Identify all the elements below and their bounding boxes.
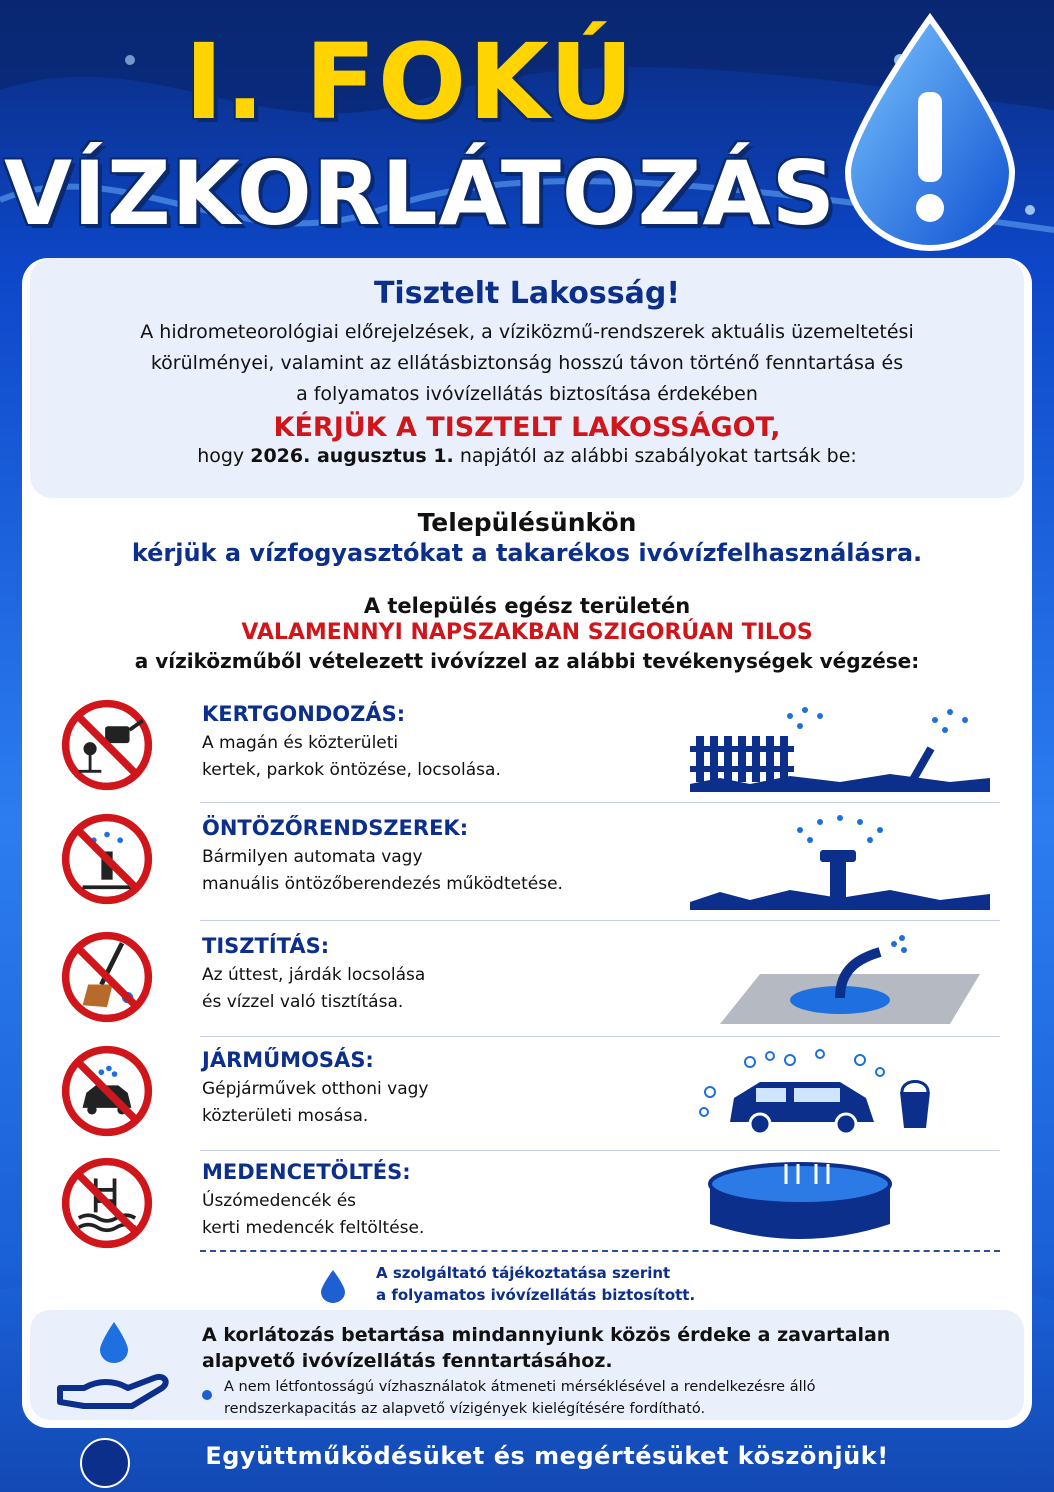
no-car-wash-icon [60, 1044, 154, 1138]
closing-main-text: A korlátozás betartása mindannyiunk közös érdeke a zavartalan alapvető ivóvízellátás fenntartásához. [202, 1324, 891, 1372]
no-broom-icon [60, 930, 154, 1024]
water-drop-icon [318, 1268, 348, 1304]
car-bucket-illustration [690, 1042, 990, 1142]
rule-car-wash [50, 1042, 1010, 1160]
date-suffix: napjától az alábbi szabályokat tartsák be: [459, 445, 857, 467]
divider [200, 920, 1000, 921]
intro-line-1: A hidrometeorológiai előrejelzések, a víziközmű-rendszerek aktuális üzemeltetési [140, 321, 914, 343]
divider [200, 1150, 1000, 1151]
effective-date: 2026. augusztus 1. [250, 445, 454, 467]
date-prefix: hogy [197, 445, 245, 467]
no-pool-icon [60, 1156, 154, 1250]
intro-line-2: körülményei, valamint az ellátásbiztonság hosszú távon történő fenntartása és [150, 352, 904, 374]
headline-restriction: VÍZKORLÁTOZÁS [4, 142, 836, 245]
ban-heading: VALAMENNYI NAPSZAKBAN SZIGORÚAN TILOS [241, 620, 813, 645]
above-ground-pool-illustration [690, 1154, 990, 1254]
hose-pavement-illustration [690, 928, 990, 1028]
intro-paragraph [30, 317, 1024, 410]
bullet-dot [202, 1390, 212, 1400]
rule-title: TISZTÍTÁS: [202, 934, 330, 958]
divider [200, 802, 1000, 803]
footer-thanks: Együttműködésüket és megértésüket köszönjük! [205, 1442, 889, 1470]
dashed-divider [200, 1250, 1000, 1252]
intro-box [30, 258, 1024, 498]
rule-title: ÖNTÖZŐRENDSZEREK: [202, 816, 469, 840]
ban-scope: A település egész területén [363, 594, 691, 618]
intro-line-3: a folyamatos ivóvízellátás biztosítása érdekében [296, 383, 758, 405]
hand-water-drop-icon [54, 1318, 174, 1414]
closing-sub-text: A nem létfontosságú vízhasználatok átmeneti mérséklésével a rendelkezésre álló rendszerkapacitás az alapvető vízigények kielégítésére fordítható. [224, 1379, 816, 1417]
water-drop-alert-icon [838, 12, 1022, 252]
rule-title: KERTGONDOZÁS: [202, 702, 406, 726]
rule-pool-filling [50, 1154, 1010, 1272]
headline-level: I. FOKÚ [184, 21, 636, 143]
settlement-request: kérjük a vízfogyasztókat a takarékos ivóvízfelhasználásra. [131, 539, 923, 567]
rule-description: Az úttest, járdák locsolása és vízzel való tisztítása. [202, 965, 426, 1012]
rule-description: Gépjárművek otthoni vagy közterületi mosása. [202, 1079, 429, 1126]
rule-cleaning [50, 928, 1010, 1046]
no-watering-can-icon [60, 698, 154, 792]
footer-bar [0, 1432, 1054, 1492]
request-heading: KÉRJÜK A TISZTELT LAKOSSÁGOT, [273, 412, 781, 443]
rule-description: A magán és közterületi kertek, parkok öntözése, locsolása. [202, 733, 501, 780]
rule-description: Úszómedencék és kerti medencék feltöltése. [202, 1191, 425, 1238]
rule-title: JÁRMŰMOSÁS: [202, 1048, 374, 1072]
closing-box [30, 1310, 1024, 1420]
supply-note-text: A szolgáltató tájékoztatása szerint a folyamatos ivóvízellátás biztosított. [376, 1264, 696, 1304]
effective-date-line [30, 445, 1024, 467]
divider [200, 1036, 1000, 1037]
greeting: Tisztelt Lakosság! [373, 276, 681, 311]
fence-sprinkler-illustration [690, 696, 990, 796]
settlement-section [22, 508, 1032, 567]
no-sprinkler-icon [60, 812, 154, 906]
ban-description: a víziközműből vételezett ivóvízzel az alábbi tevékenységek végzése: [134, 649, 920, 673]
rule-garden [50, 696, 1010, 814]
rule-title: MEDENCETÖLTÉS: [202, 1160, 411, 1184]
sprinkler-illustration [690, 810, 990, 910]
settlement-heading: Településünkön [417, 508, 637, 537]
rule-irrigation [50, 810, 1010, 928]
rule-description: Bármilyen automata vagy manuális öntözőberendezés működtetése. [202, 847, 563, 894]
ban-section [22, 594, 1032, 673]
